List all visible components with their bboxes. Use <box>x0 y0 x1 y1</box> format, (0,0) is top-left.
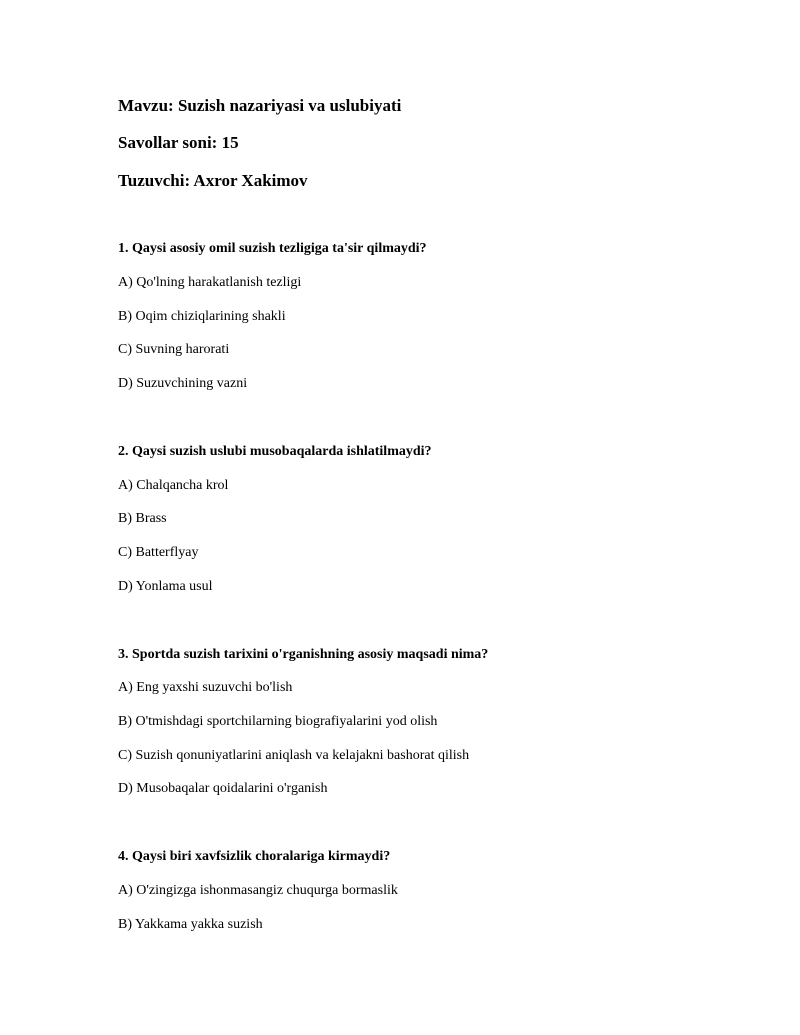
question-1-option-a: A) Qo'lning harakatlanish tezligi <box>118 275 302 290</box>
question-3-option-a: A) Eng yaxshi suzuvchi bo'lish <box>118 680 293 695</box>
question-2-option-d: D) Yonlama usul <box>118 579 213 594</box>
question-4-option-b: B) Yakkama yakka suzish <box>118 917 263 932</box>
question-3-text: 3. Sportda suzish tarixini o'rganishning asosiy maqsadi nima? <box>118 647 489 662</box>
question-count-heading: Savollar soni: 15 <box>118 133 239 152</box>
question-4-text: 4. Qaysi biri xavfsizlik choralariga kirmaydi? <box>118 849 391 864</box>
author-heading: Tuzuvchi: Axror Xakimov <box>118 171 308 190</box>
question-3-option-d: D) Musobaqalar qoidalarini o'rganish <box>118 781 328 796</box>
question-1-option-d: D) Suzuvchining vazni <box>118 376 248 391</box>
question-2-option-c: C) Batterflyay <box>118 545 199 560</box>
question-1-option-c: C) Suvning harorati <box>118 342 230 357</box>
question-1-text: 1. Qaysi asosiy omil suzish tezligiga ta'sir qilmaydi? <box>118 241 427 256</box>
question-2-option-b: B) Brass <box>118 511 167 526</box>
question-4-option-a: A) O'zingizga ishonmasangiz chuqurga bormaslik <box>118 883 398 898</box>
question-2-text: 2. Qaysi suzish uslubi musobaqalarda ishlatilmaydi? <box>118 444 432 459</box>
question-2-option-a: A) Chalqancha krol <box>118 478 229 493</box>
question-3-option-b: B) O'tmishdagi sportchilarning biografiyalarini yod olish <box>118 714 438 729</box>
question-1-option-b: B) Oqim chiziqlarining shakli <box>118 309 286 324</box>
topic-heading: Mavzu: Suzish nazariyasi va uslubiyati <box>118 96 402 115</box>
question-3-option-c: C) Suzish qonuniyatlarini aniqlash va kelajakni bashorat qilish <box>118 748 470 763</box>
